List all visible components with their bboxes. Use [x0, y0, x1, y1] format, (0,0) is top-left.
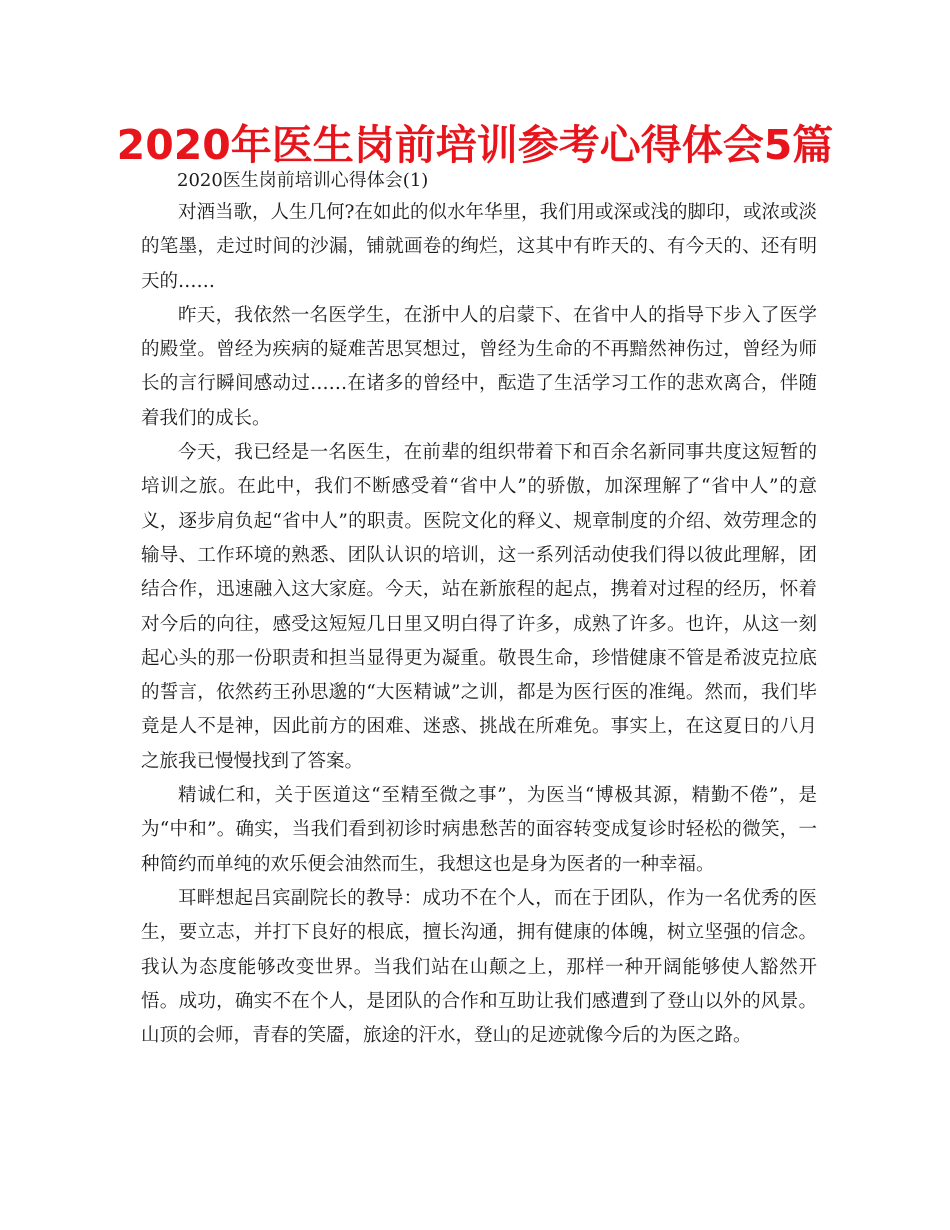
paragraph-1: 对酒当歌，人生几何?在如此的似水年华里，我们用或深或浅的脚印，或浓或淡的笔墨，走过时间的沙漏，铺就画卷的绚烂，这其中有昨天的、有今天的、还有明天的…… [141, 202, 817, 292]
paragraph-5: 耳畔想起吕宾副院长的教导：成功不在个人，而在于团队，作为一名优秀的医生，要立志，并打下良好的根底，擅长沟通，拥有健康的体魄，树立坚强的信念。我认为态度能够改变世界。当我们站在山颠之上，那样一种开阔能够使人豁然开悟。成功，确实不在个人，是团队的合作和互助让我们感遭到了登山以外的风景。山顶的会师，青春的笑靥，旅途的汗水，登山的足迹就像今后的为医之路。 [141, 887, 817, 1047]
section-subtitle: 2020医生岗前培训心得体会(1) [177, 170, 429, 191]
paragraph-3: 今天，我已经是一名医生，在前辈的组织带着下和百余名新同事共度这短暂的培训之旅。在此中，我们不断感受着“省中人”的骄傲，加深理解了“省中人”的意义，逐步肩负起“省中人”的职责。医院文化的释义、规章制度的介绍、效劳理念的输导、工作环境的熟悉、团队认识的培训，这一系列活动使我们得以彼此理解，团结合作，迅速融入这大家庭。今天，站在新旅程的起点，携着对过程的经历，怀着对今后的向往，感受这短短几日里又明白得了许多，成熟了许多。也许，从这一刻起心头的那一份职责和担当显得更为凝重。敬畏生命，珍惜健康不管是希波克拉底的誓言，依然药王孙思邈的“大医精诚”之训，都是为医行医的准绳。然而，我们毕竟是人不是神，因此前方的困难、迷惑、挑战在所难免。事实上，在这夏日的八月之旅我已慢慢找到了答案。 [141, 442, 817, 772]
paragraph-4: 精诚仁和，关于医道这“至精至微之事”，为医当“博极其源，精勤不倦”，是为“中和”。确实，当我们看到初诊时病患愁苦的面容转变成复诊时轻松的微笑，一种简约而单纯的欢乐便会油然而生，我想这也是身为医者的一种幸福。 [141, 785, 817, 875]
document-title: 2020年医生岗前培训参考心得体会5篇 [116, 121, 834, 169]
paragraph-2: 昨天，我依然一名医学生，在浙中人的启蒙下、在省中人的指导下步入了医学的殿堂。曾经为疾病的疑难苦思冥想过，曾经为生命的不再黯然神伤过，曾经为师长的言行瞬间感动过……在诸多的曾经中，酝造了生活学习工作的悲欢离合，伴随着我们的成长。 [141, 304, 817, 429]
document-body [141, 196, 817, 1053]
